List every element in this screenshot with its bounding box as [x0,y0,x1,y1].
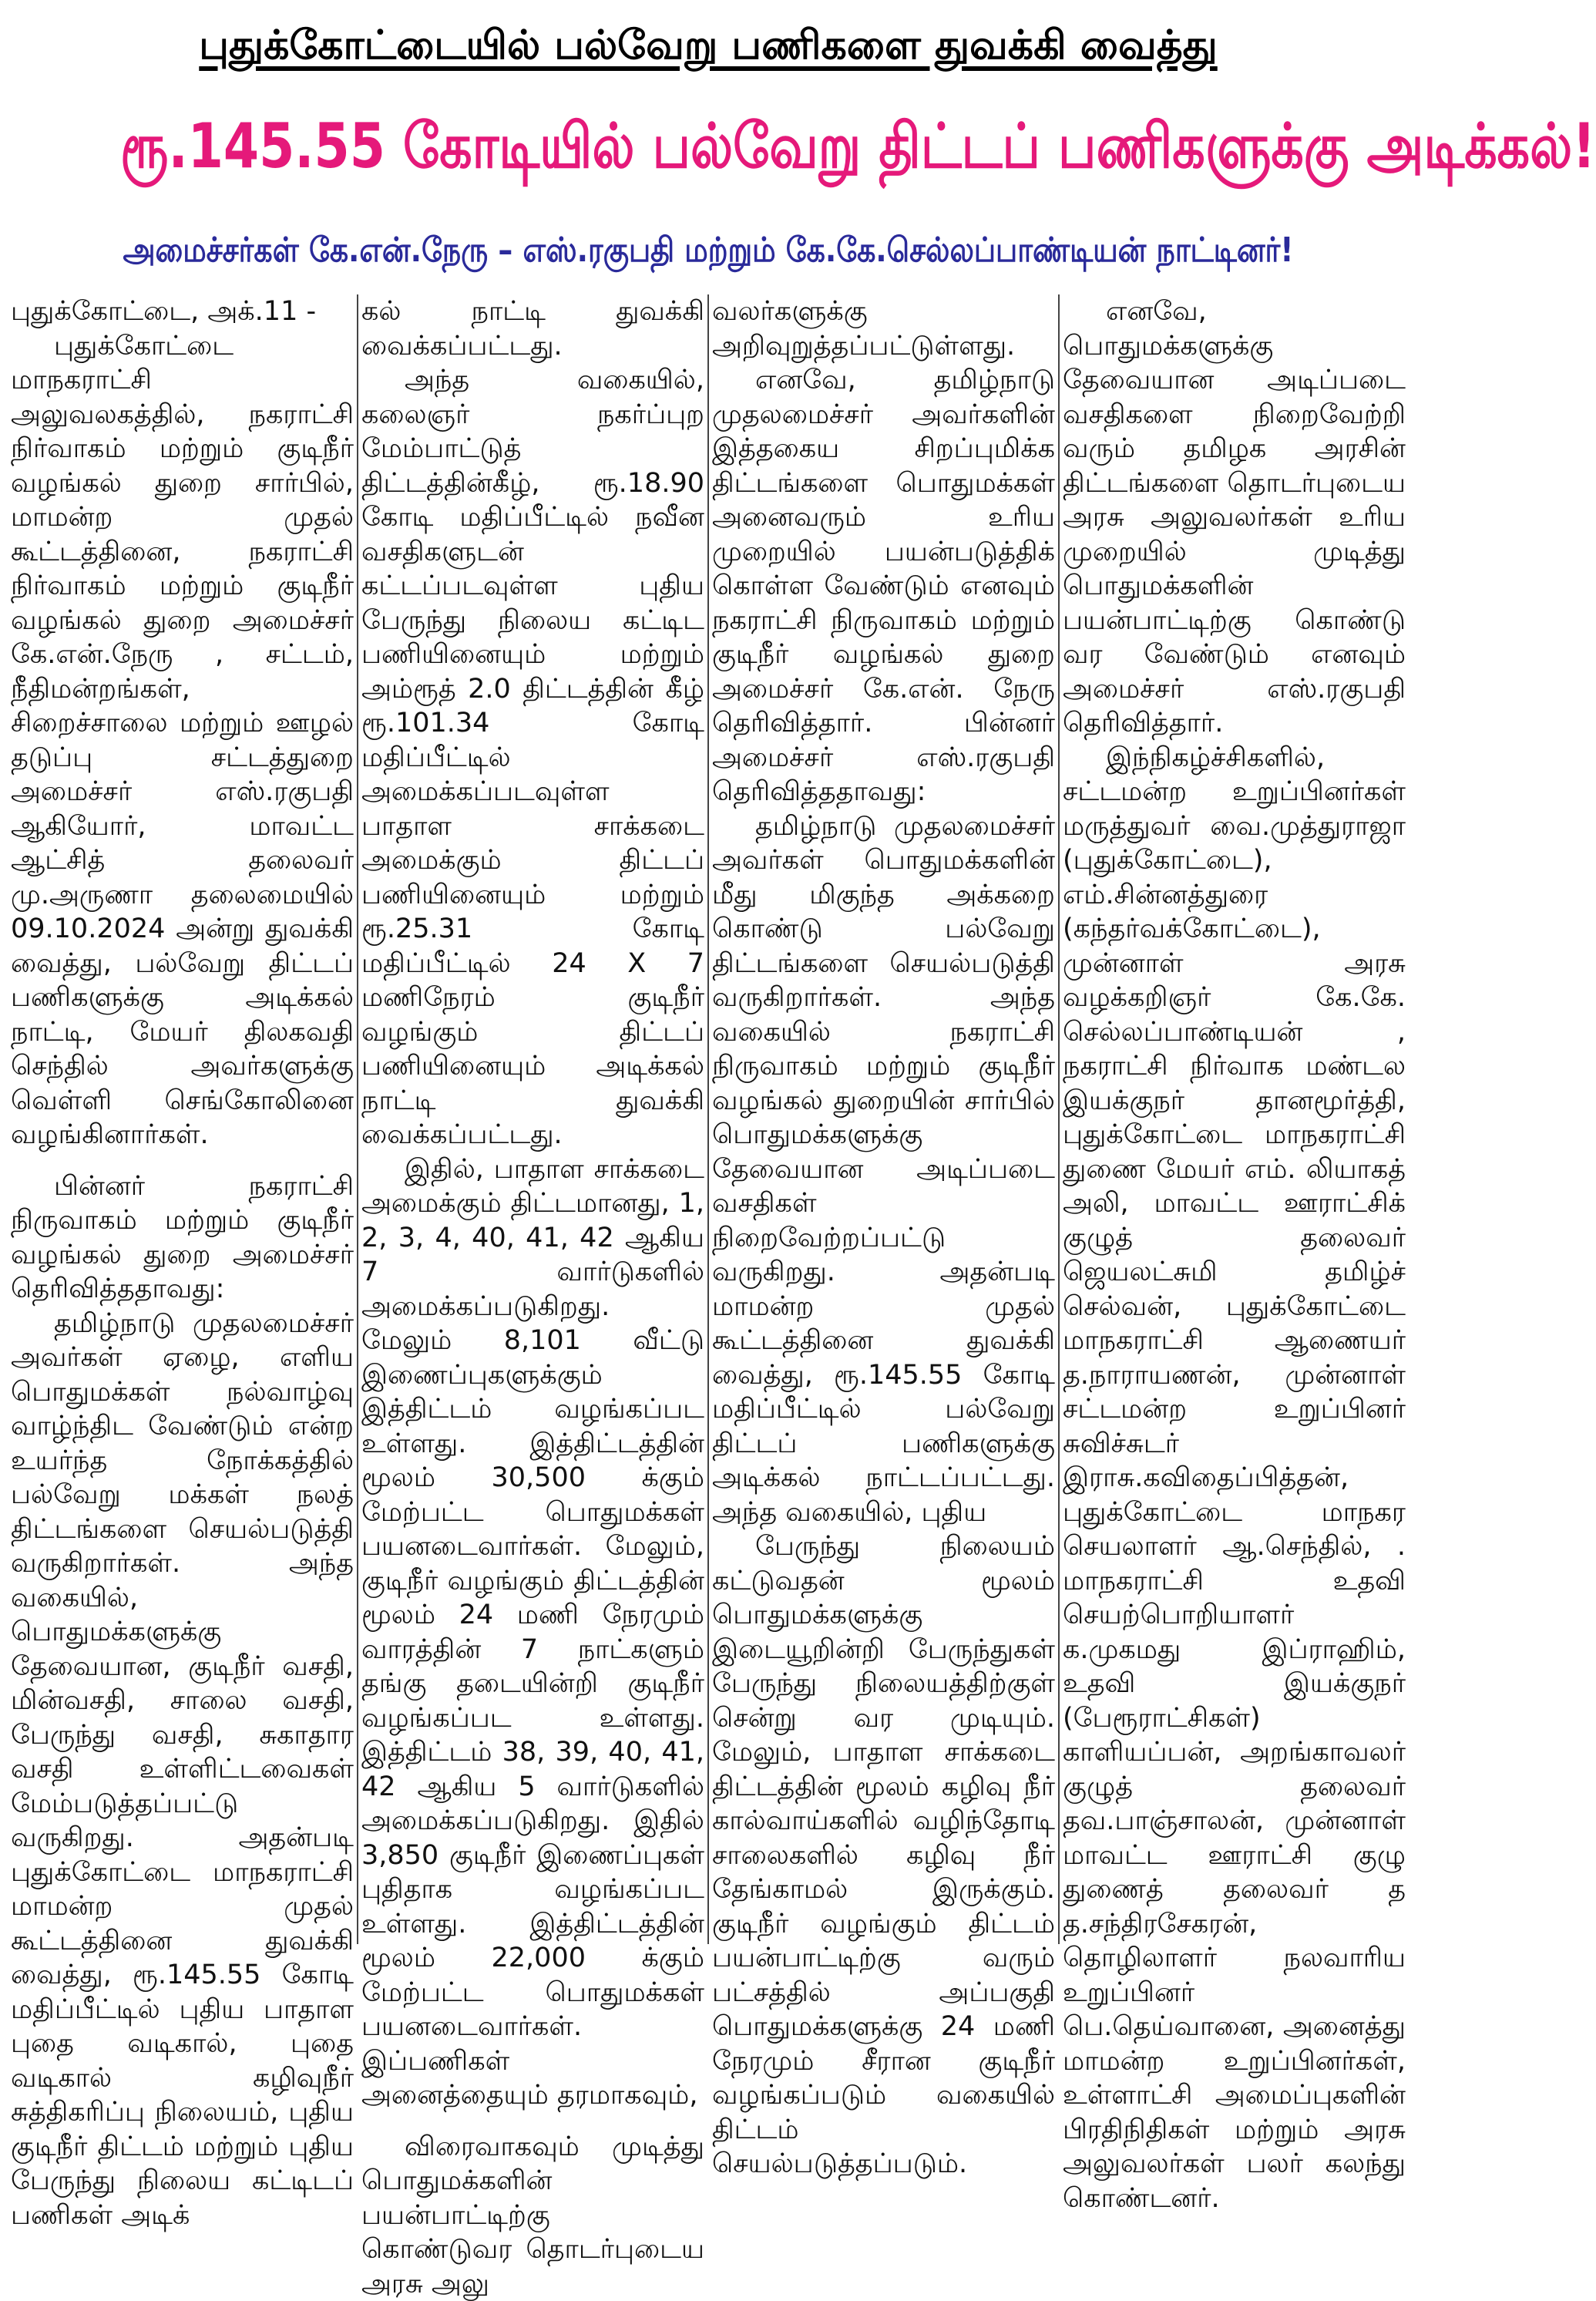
headline: ரூ.145.55 கோடியில் பல்வேறு திட்டப் பணிகளுக்கு அடிக்கல்! [120,96,1296,197]
article-column-2 [361,294,704,1944]
paragraph: தமிழ்நாடு முதலமைச்சர் அவர்கள் ஏழை, எளிய பொதுமக்கள் நல்வாழ்வு வாழ்ந்திட வேண்டும் என்ற உயர்ந்த நோக்கத்தில் பல்வேறு மக்கள் நலத் திட்டங்களை செயல்படுத்தி வருகிறார்கள். அந்த வகையில், பொதுமக்களுக்கு தேவையான, குடிநீர் வசதி, மின்வசதி, சாலை வசதி, பேருந்து வசதி, சுகாதார வசதி உள்ளிட்டவைகள் மேம்படுத்தப்பட்டு வருகிறது. அதன்படி புதுக்கோட்டை மாநகராட்சி மாமன்ற முதல் கூட்டத்தினை துவக்கி வைத்து, ரூ.145.55 கோடி மதிப்பீட்டில் புதிய பாதாள புதை வடிகால், புதை வடிகால் கழிவுநீர் சுத்திகரிப்பு நிலையம், புதிய குடிநீர் திட்டம் மற்றும் புதிய பேருந்து நிலைய கட்டிடப் பணிகள் அடிக் [11,1307,354,2233]
paragraph: கல் நாட்டி துவக்கி வைக்கப்பட்டது. [361,294,704,363]
paragraph: பேருந்து நிலையம் கட்டுவதன் மூலம் பொதுமக்களுக்கு இடையூறின்றி பேருந்துகள் பேருந்து நிலையத்திற்குள் சென்று வர முடியும். மேலும், பாதாள சாக்கடை திட்டத்தின் மூலம் கழிவு நீர் கால்வாய்களில் வழிந்தோடி சாலைகளில் கழிவு நீர் தேங்காமல் இருக்கும். குடிநீர் வழங்கும் திட்டம் பயன்பாட்டிற்கு வரும் பட்சத்தில் அப்பகுதி பொதுமக்களுக்கு 24 மணி நேரமும் சீரான குடிநீர் வழங்கப்படும் வகையில் திட்டம் செயல்படுத்தப்படும். [712,1529,1055,2182]
article-column-1 [11,294,354,1944]
kicker-heading [0,22,1416,69]
paragraph: பின்னர் நகராட்சி நிருவாகம் மற்றும் குடிநீர் வழங்கல் துறை அமைச்சர் தெரிவித்ததாவது: [11,1169,354,1307]
kicker-text: புதுக்கோட்டையில் பல்வேறு பணிகளை துவக்கி வைத்து [199,22,1217,69]
article-body [11,294,1406,1944]
paragraph: புதுக்கோட்டை மாநகராட்சி அலுவலகத்தில், நகராட்சி நிர்வாகம் மற்றும் குடிநீர் வழங்கல் துறை சார்பில், மாமன்ற முதல் கூட்டத்தினை, நகராட்சி நிர்வாகம் மற்றும் குடிநீர் வழங்கல் துறை அமைச்சர் கே.என்.நேரு , சட்டம், நீதிமன்றங்கள், சிறைச்சாலை மற்றும் ஊழல் தடுப்பு சட்டத்துறை அமைச்சர் எஸ்.ரகுபதி ஆகியோர், மாவட்ட ஆட்சித் தலைவர் மு.அருணா தலைமையில் 09.10.2024 அன்று துவக்கி வைத்து, பல்வேறு திட்டப் பணிகளுக்கு அடிக்கல் நாட்டி, மேயர் திலகவதி செந்தில் அவர்களுக்கு வெள்ளி செங்கோலினை வழங்கினார்கள். [11,329,354,1152]
paragraph: எனவே, பொதுமக்களுக்கு தேவையான அடிப்படை வசதிகளை நிறைவேற்றி வரும் தமிழக அரசின் திட்டங்களை தொடர்புடைய அரசு அலுவலர்கள் உரிய முறையில் முடித்து பொதுமக்களின் பயன்பாட்டிற்கு கொண்டு வர வேண்டும் எனவும் அமைச்சர் எஸ்.ரகுபதி தெரிவித்தார். [1063,294,1406,741]
paragraph: அந்த வகையில், கலைஞர் நகர்ப்புற மேம்பாட்டுத் திட்டத்தின்கீழ், ரூ.18.90 கோடி மதிப்பீட்டில் நவீன வசதிகளுடன் கட்டப்படவுள்ள புதிய பேருந்து நிலைய கட்டிட பணியினையும் மற்றும் அம்ரூத் 2.0 திட்டத்தின் கீழ் ரூ.101.34 கோடி மதிப்பீட்டில் அமைக்கப்படவுள்ள பாதாள சாக்கடை அமைக்கும் திட்டப் பணியினையும் மற்றும் ரூ.25.31 கோடி மதிப்பீட்டில் 24 X 7 மணிநேரம் குடிநீர் வழங்கும் திட்டப் பணியினையும் அடிக்கல் நாட்டி துவக்கி வைக்கப்பட்டது. [361,363,704,1152]
paragraph: எனவே, தமிழ்நாடு முதலமைச்சர் அவர்களின் இத்தகைய சிறப்புமிக்க திட்டங்களை பொதுமக்கள் அனைவரும் உரிய முறையில் பயன்படுத்திக் கொள்ள வேண்டும் எனவும் நகராட்சி நிருவாகம் மற்றும் குடிநீர் வழங்கல் துறை அமைச்சர் கே.என். நேரு தெரிவித்தார். பின்னர் அமைச்சர் எஸ்.ரகுபதி தெரிவித்ததாவது: [712,363,1055,809]
paragraph: இதில், பாதாள சாக்கடை அமைக்கும் திட்டமானது, 1, 2, 3, 4, 40, 41, 42 ஆகிய 7 வார்டுகளில் அமைக்கப்படுகிறது. மேலும் 8,101 வீட்டு இணைப்புகளுக்கும் இத்திட்டம் வழங்கப்பட உள்ளது. இத்திட்டத்தின் மூலம் 30,500 க்கும் மேற்பட்ட பொதுமக்கள் பயனடைவார்கள். மேலும், குடிநீர் வழங்கும் திட்டத்தின் மூலம் 24 மணி நேரமும் வாரத்தின் 7 நாட்களும் தங்கு தடையின்றி குடிநீர் வழங்கப்பட உள்ளது. இத்திட்டம் 38, 39, 40, 41, 42 ஆகிய 5 வார்டுகளில் அமைக்கப்படுகிறது. இதில் 3,850 குடிநீர் இணைப்புகள் புதிதாக வழங்கப்பட உள்ளது. இத்திட்டத்தின் மூலம் 22,000 க்கும் மேற்பட்ட பொதுமக்கள் பயனடைவார்கள். இப்பணிகள் அனைத்தையும் தரமாகவும், [361,1152,704,2113]
dateline: புதுக்கோட்டை, அக்.11 - [11,294,354,329]
article-column-3 [712,294,1055,1944]
paragraph: வலர்களுக்கு அறிவுறுத்தப்பட்டுள்ளது. [712,294,1055,363]
subheadline: அமைச்சர்கள் கே.என்.நேரு – எஸ்.ரகுபதி மற்றும் கே.கே.செல்லப்பாண்டியன் நாட்டினர்! [99,225,1318,276]
paragraph: விரைவாகவும் முடித்து பொதுமக்களின் பயன்பாட்டிற்கு கொண்டுவர தொடர்புடைய அரசு அலு [361,2130,704,2301]
article-column-4 [1063,294,1406,1944]
paragraph: இந்நிகழ்ச்சிகளில், சட்டமன்ற உறுப்பினர்கள் மருத்துவர் வை.முத்துராஜா (புதுக்கோட்டை), எம்.சின்னத்துரை (கந்தர்வக்கோட்டை), முன்னாள் அரசு வழக்கறிஞர் கே.கே. செல்லப்பாண்டியன் , நகராட்சி நிர்வாக மண்டல இயக்குநர் தானமூர்த்தி, புதுக்கோட்டை மாநகராட்சி துணை மேயர் எம். லியாகத் அலி, மாவட்ட ஊராட்சிக் குழுத் தலைவர் ஜெயலட்சுமி தமிழ்ச் செல்வன், புதுக்கோட்டை மாநகராட்சி ஆணையர் த.நாராயணன், முன்னாள் சட்டமன்ற உறுப்பினர் சுவிச்சுடர் இராசு.கவிதைப்பித்தன், புதுக்கோட்டை மாநகர செயலாளர் ஆ.செந்தில், . மாநகராட்சி உதவி செயற்பொறியாளர் க.முகமது இப்ராஹிம், உதவி இயக்குநர் (பேரூராட்சிகள்) காளியப்பன், அறங்காவலர் குழுத் தலைவர் தவ.பாஞ்சாலன், முன்னாள் மாவட்ட ஊராட்சி குழு துணைத் தலைவர் த த.சந்திரசேகரன், தொழிலாளர் நலவாரிய உறுப்பினர் பெ.தெய்வானை, அனைத்து மாமன்ற உறுப்பினர்கள், உள்ளாட்சி அமைப்புகளின் பிரதிநிதிகள் மற்றும் அரசு அலுவலர்கள் பலர் கலந்து கொண்டனர். [1063,741,1406,2216]
paragraph: தமிழ்நாடு முதலமைச்சர் அவர்கள் பொதுமக்களின் மீது மிகுந்த அக்கறை கொண்டு பல்வேறு திட்டங்களை செயல்படுத்தி வருகிறார்கள். அந்த வகையில் நகராட்சி நிருவாகம் மற்றும் குடிநீர் வழங்கல் துறையின் சார்பில் பொதுமக்களுக்கு தேவையான அடிப்படை வசதிகள் நிறைவேற்றப்பட்டு வருகிறது. அதன்படி மாமன்ற முதல் கூட்டத்தினை துவக்கி வைத்து, ரூ.145.55 கோடி மதிப்பீட்டில் பல்வேறு திட்டப் பணிகளுக்கு அடிக்கல் நாட்டப்பட்டது. அந்த வகையில், புதிய [712,809,1055,1530]
